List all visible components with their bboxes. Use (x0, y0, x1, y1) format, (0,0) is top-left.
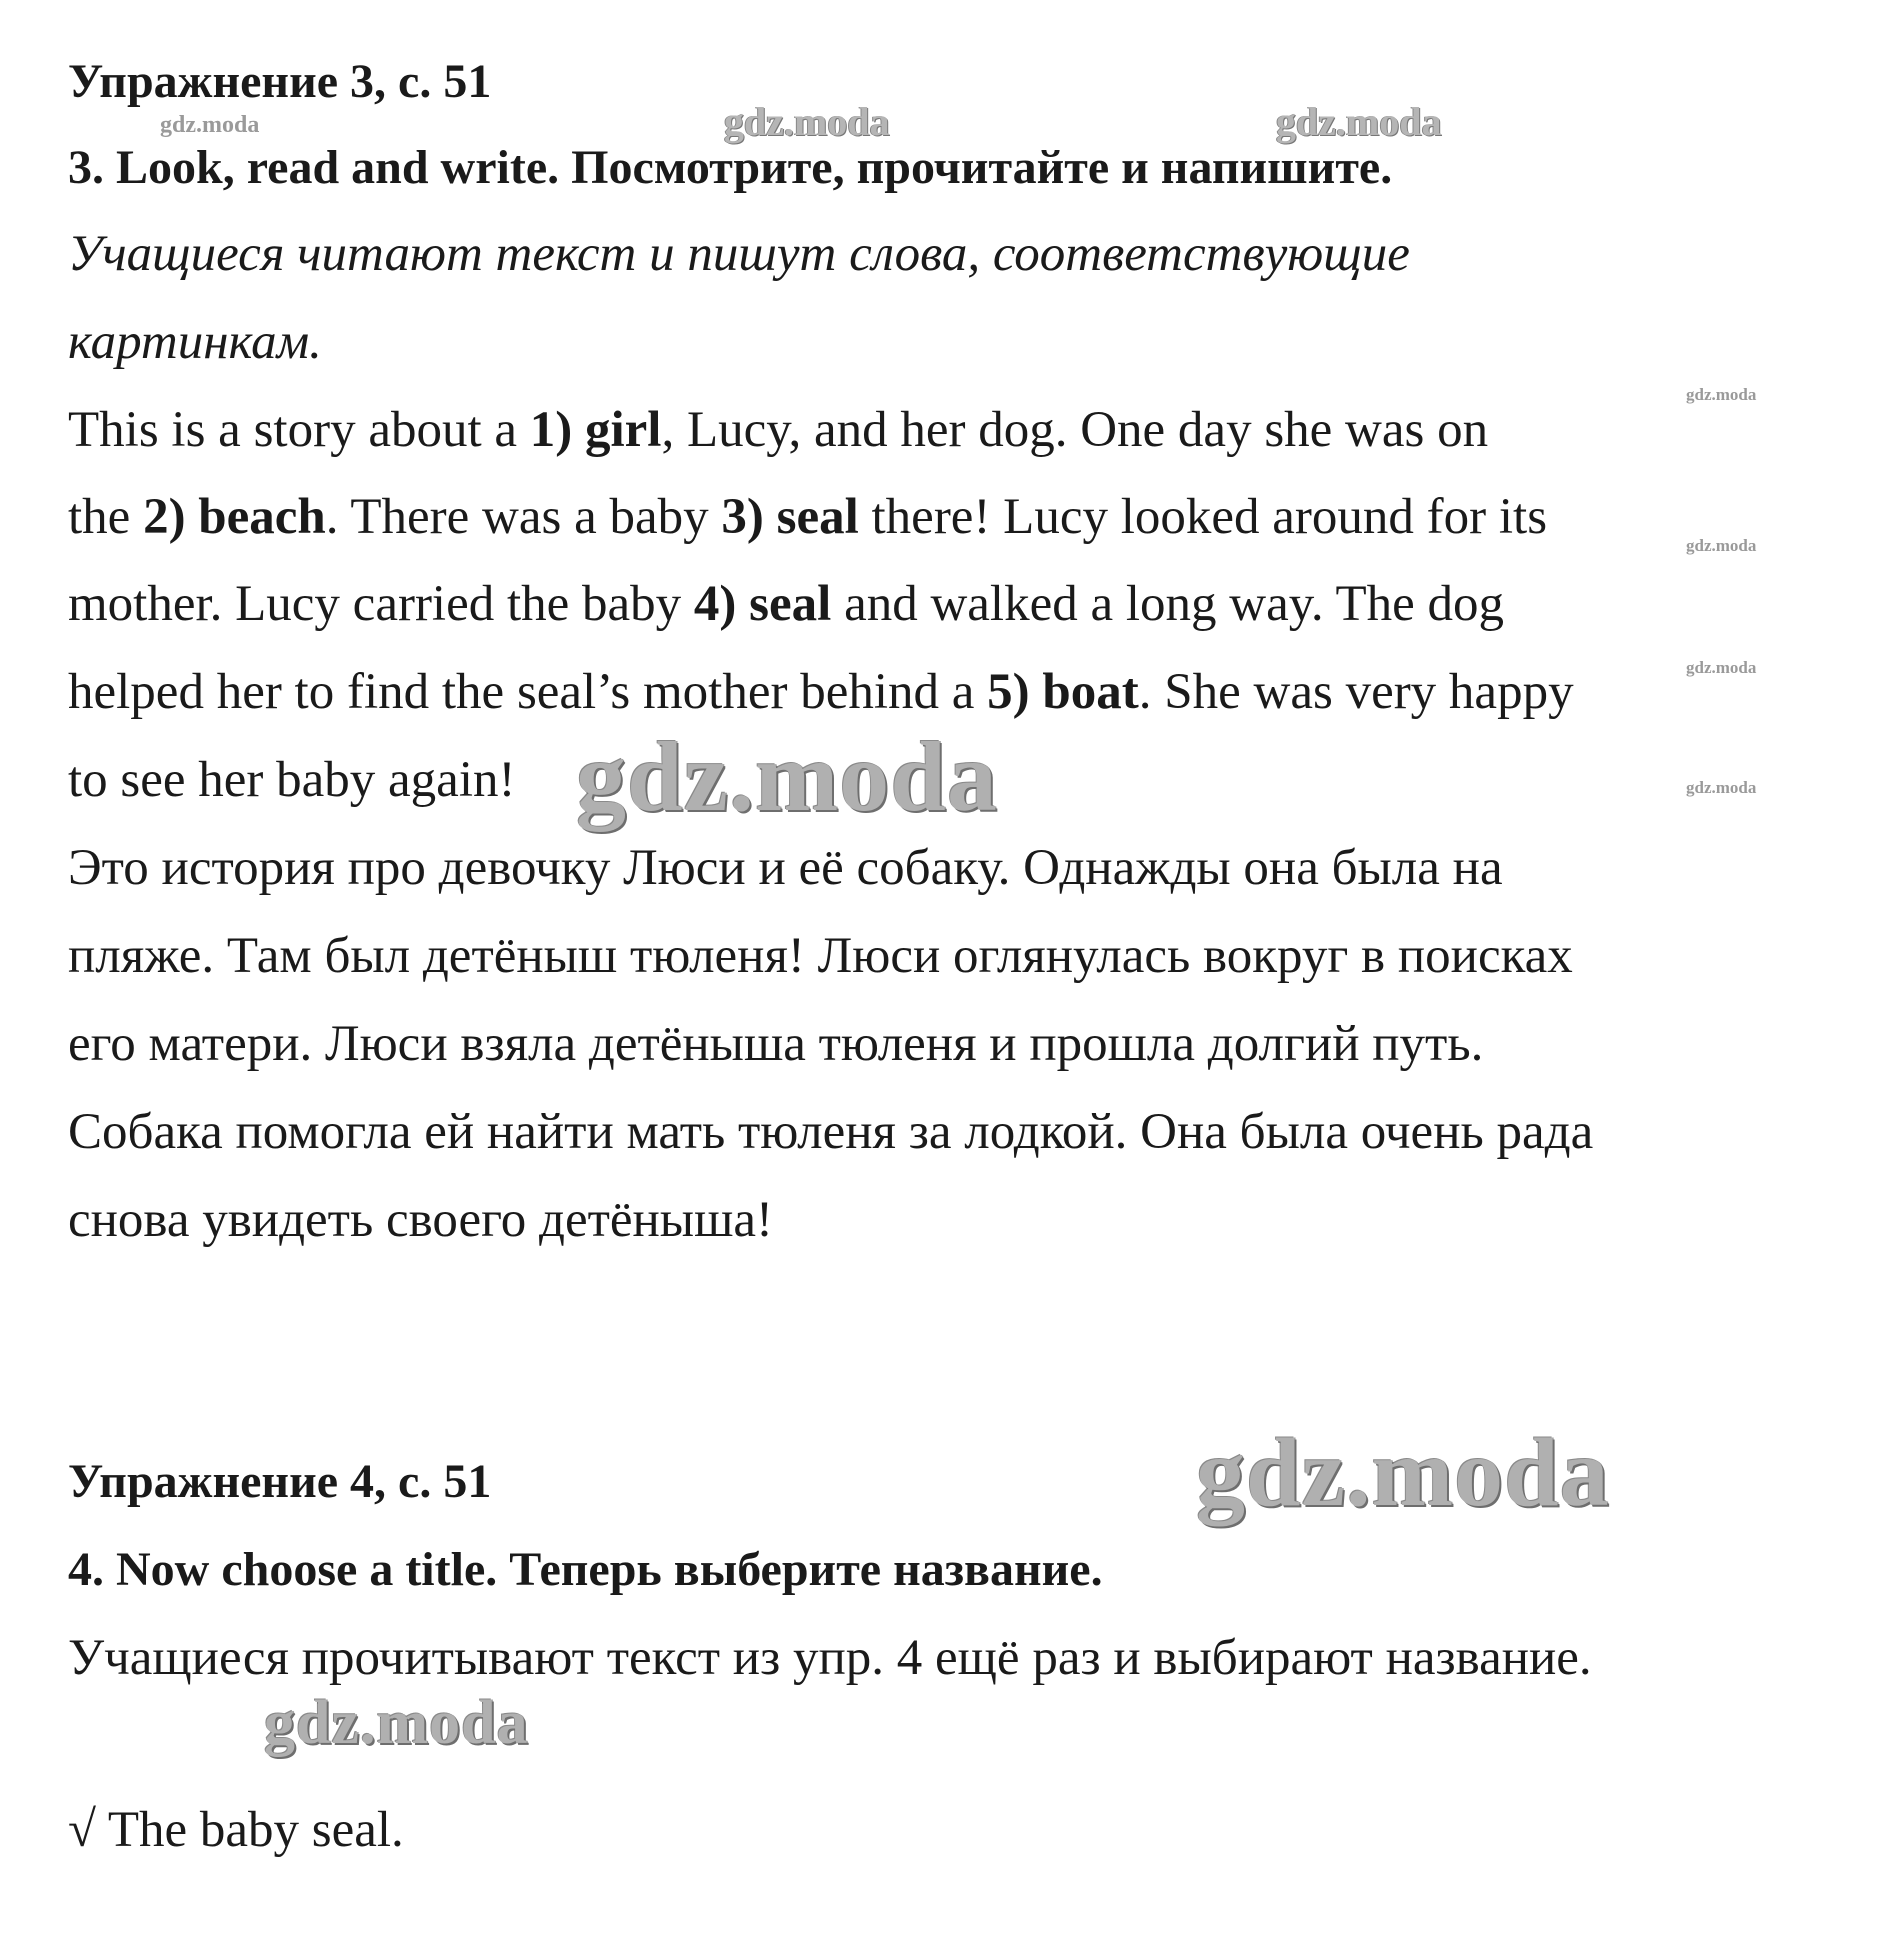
story-text: and walked a long way. The dog (831, 576, 1505, 632)
story-text: there! Lucy looked around for its (858, 489, 1548, 545)
exercise3-instruction-line2: картинкам. (68, 314, 322, 370)
exercise4-task: 4. Now choose a title. Теперь выберите название. (68, 1543, 1103, 1596)
exercise3-instruction-line1: Учащиеся читают текст и пишут слова, соответствующие (68, 226, 1410, 282)
exercise4-answer: √ The baby seal. (68, 1802, 404, 1858)
story-text: helped her to find the seal’s mother behind a (68, 664, 988, 720)
story-line-1 (68, 400, 1488, 460)
exercise4-heading: Упражнение 4, с. 51 (68, 1455, 492, 1508)
watermark: gdz.moda (1686, 658, 1757, 677)
translation-line-3: его матери. Люси взяла детёныша тюленя и прошла долгий путь. (68, 1016, 1484, 1072)
exercise3-heading: Упражнение 3, с. 51 (68, 55, 492, 108)
story-text: , Lucy, and her dog. One day she was on (661, 402, 1489, 458)
watermark: gdz.moda (1196, 1419, 1610, 1527)
watermark: gdz.moda (160, 112, 260, 138)
answer-5: 5) boat (987, 664, 1139, 720)
translation-line-1: Это история про девочку Люси и её собаку. Однажды она была на (68, 840, 1503, 896)
story-text: mother. Lucy carried the baby (68, 576, 694, 632)
story-text: . She was very happy (1138, 664, 1574, 720)
watermark: gdz.moda (724, 99, 890, 144)
watermark: gdz.moda (1686, 385, 1757, 404)
story-text: . There was a baby (325, 489, 722, 545)
story-text: This is a story about a (68, 402, 530, 458)
translation-line-2: пляже. Там был детёныш тюленя! Люси оглянулась вокруг в поисках (68, 928, 1573, 984)
answer-3: 3) seal (721, 489, 859, 545)
exercise4-instruction: Учащиеся прочитывают текст из упр. 4 ещё раз и выбирают название. (68, 1630, 1592, 1686)
story-line-3 (68, 574, 1504, 634)
exercise3-task: 3. Look, read and write. Посмотрите, прочитайте и напишите. (68, 141, 1393, 194)
watermark: gdz.moda (1276, 99, 1442, 144)
answer-4: 4) seal (693, 576, 832, 632)
translation-line-5: снова увидеть своего детёныша! (68, 1192, 773, 1248)
story-line-4 (68, 662, 1574, 722)
watermark: gdz.moda (1686, 778, 1757, 797)
answer-2: 2) beach (143, 489, 326, 545)
story-line-2 (68, 487, 1547, 547)
translation-line-4: Собака помогла ей найти мать тюленя за лодкой. Она была очень рада (68, 1104, 1594, 1160)
story-line-5: to see her baby again! (68, 752, 516, 808)
story-text: the (68, 489, 144, 545)
watermark: gdz.moda (1686, 536, 1757, 555)
watermark: gdz.moda (576, 721, 998, 832)
watermark: gdz.moda (264, 1689, 529, 1757)
answer-1: 1) girl (529, 402, 662, 458)
